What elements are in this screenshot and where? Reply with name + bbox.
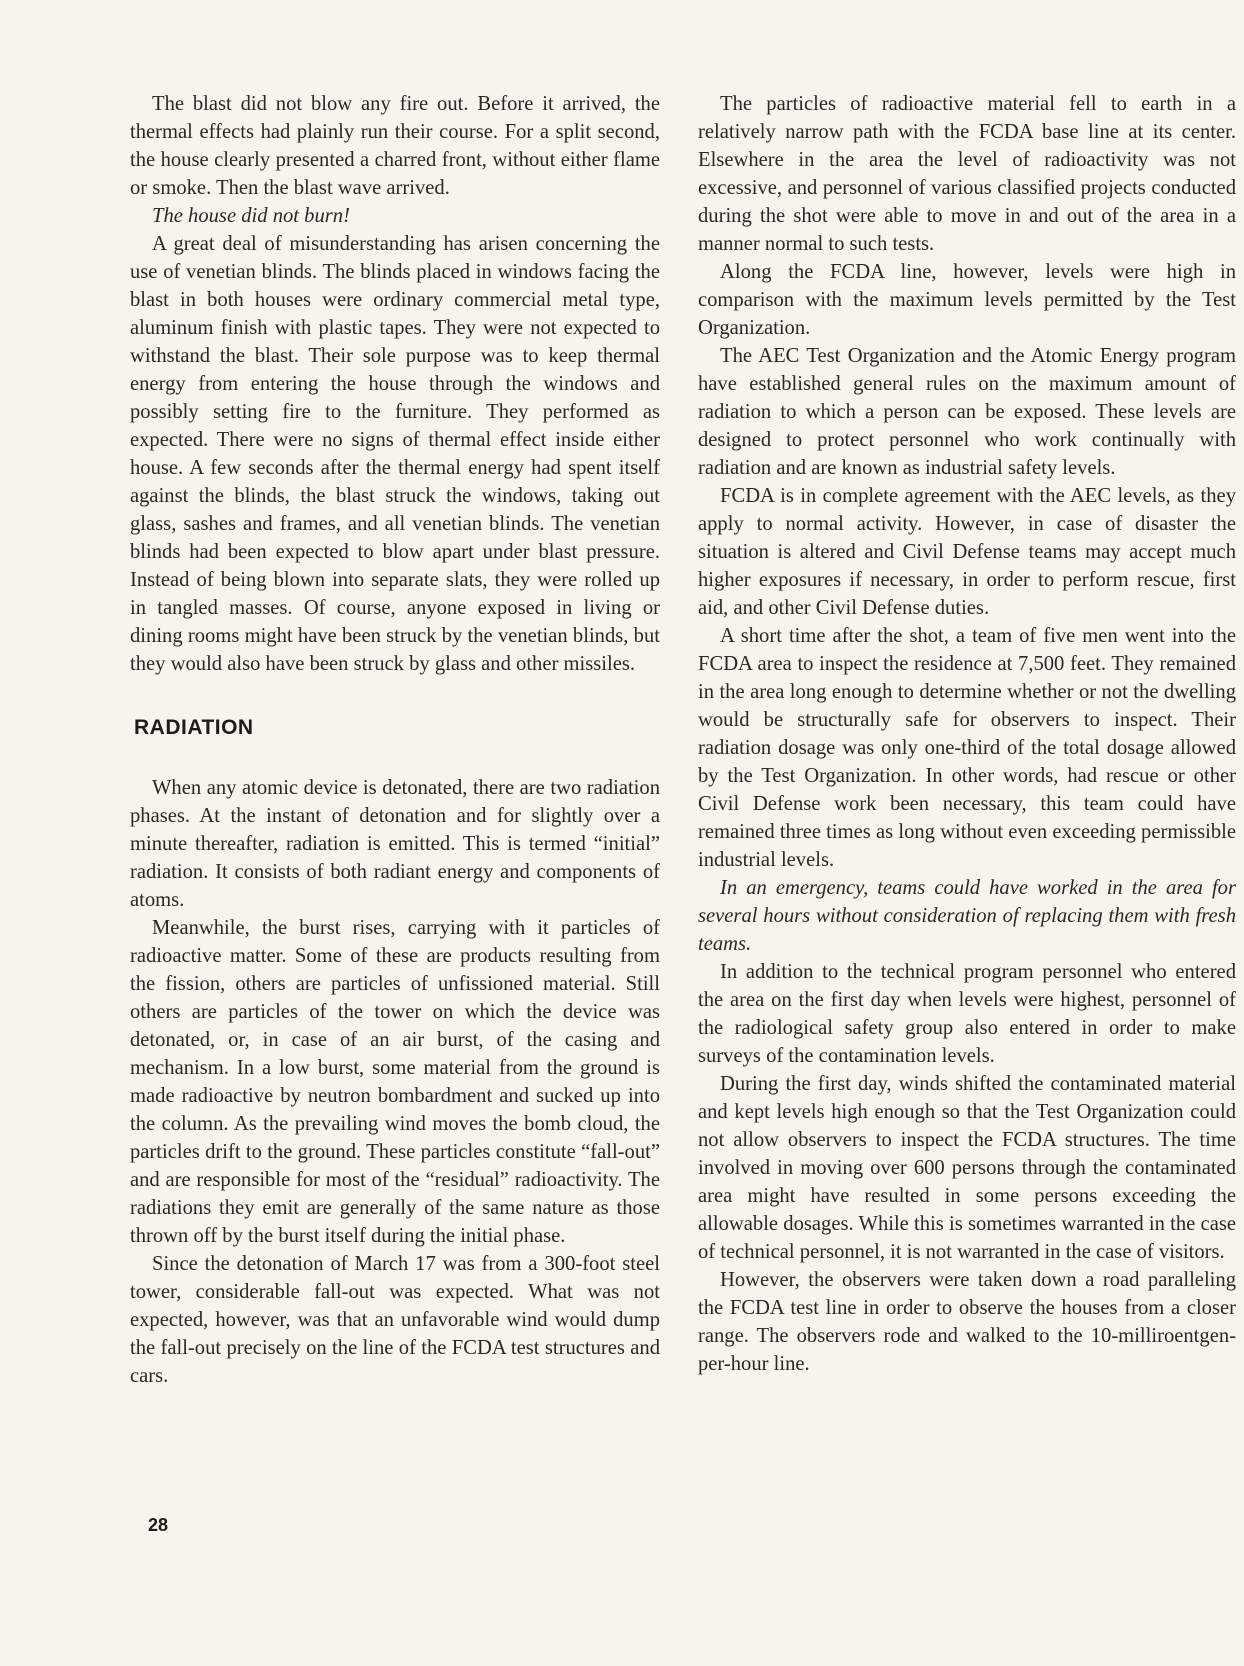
page-number: 28 [148, 1515, 169, 1535]
paragraph: A great deal of misunderstanding has arisen concerning the use of venetian blinds. The blinds placed in windows facing the blast in both houses were ordinary commercial metal type, aluminum finish with plastic tapes. They were not expected to withstand the blast. Their sole purpose was to keep thermal energy from entering the house through the windows and possibly setting fire to the furniture. They performed as expected. There were no signs of thermal effect inside either house. A few seconds after the thermal energy had spent itself against the blinds, the blast struck the windows, taking out glass, sashes and frames, and all venetian blinds. The venetian blinds had been expected to blow apart under blast pressure. Instead of being blown into separate slats, they were rolled up in tangled masses. Of course, anyone exposed in living or dining rooms might have been struck by the venetian blinds, but they would also have been struck by glass and other missiles. [130, 233, 660, 675]
right-column [698, 90, 1236, 1378]
italic-statement: The house did not burn! [152, 205, 350, 227]
paragraph: Since the detonation of March 17 was from a 300-foot steel tower, considerable fall-out was expected. What was not expected, however, was that an unfavorable wind would dump the fall-out precisely on the line of the FCDA test structures and cars. [130, 1253, 660, 1387]
paragraph: However, the observers were taken down a road paralleling the FCDA test line in order to observe the houses from a closer range. The observers rode and walked to the 10-milliroentgen-per-hour line. [698, 1269, 1236, 1375]
paragraph: The particles of radioactive material fell to earth in a relatively narrow path with the FCDA base line at its center. Elsewhere in the area the level of radioactivity was not excessive, and personnel of various classified projects conducted during the shot were able to move in and out of the area in a manner normal to such tests. [698, 93, 1236, 255]
paragraph: When any atomic device is detonated, there are two radiation phases. At the instant of detonation and for slightly over a minute thereafter, radiation is emitted. This is termed “initial” radiation. It consists of both radiant energy and components of atoms. [130, 777, 660, 911]
paragraph: In addition to the technical program personnel who entered the area on the first day when levels were highest, personnel of the radiological safety group also entered in order to make surveys of the contamination levels. [698, 961, 1236, 1067]
paragraph: Meanwhile, the burst rises, carrying with it particles of radioactive matter. Some of these are products resulting from the fission, others are particles of unfissioned material. Still others are particles of the tower on which the device was detonated, or, in case of an air burst, of the casing and mechanism. In a low burst, some material from the ground is made radioactive by neutron bombardment and sucked up into the column. As the prevailing wind moves the bomb cloud, the particles drift to the ground. These particles constitute “fall-out” and are responsible for most of the “residual” radioactivity. The radiations they emit are generally of the same nature as those thrown off by the burst itself during the initial phase. [130, 917, 660, 1247]
paragraph: The blast did not blow any fire out. Before it arrived, the thermal effects had plainly run their course. For a split second, the house clearly presented a charred front, without either flame or smoke. Then the blast wave arrived. [130, 93, 660, 199]
italic-statement: In an emergency, teams could have worked in the area for several hours without consideration of replacing them with fresh teams. [698, 877, 1236, 955]
paragraph: A short time after the shot, a team of five men went into the FCDA area to inspect the residence at 7,500 feet. They remained in the area long enough to determine whether or not the dwelling would be structurally safe for observers to inspect. Their radiation dosage was only one-third of the total dosage allowed by the Test Organization. In other words, had rescue or other Civil Defense work been necessary, this team could have remained three times as long without even exceeding permissible industrial levels. [698, 625, 1236, 871]
paragraph: The AEC Test Organization and the Atomic Energy program have established general rules on the maximum amount of radiation to which a person can be exposed. These levels are designed to protect personnel who work continually with radiation and are known as industrial safety levels. [698, 345, 1236, 479]
paragraph: During the first day, winds shifted the contaminated material and kept levels high enough so that the Test Organization could not allow observers to inspect the FCDA structures. The time involved in moving over 600 persons through the contaminated area might have resulted in some persons exceeding the allowable dosages. While this is sometimes warranted in the case of technical personnel, it is not warranted in the case of visitors. [698, 1073, 1236, 1263]
paragraph: Along the FCDA line, however, levels were high in comparison with the maximum levels permitted by the Test Organization. [698, 261, 1236, 339]
section-heading: RADIATION [134, 716, 254, 739]
left-column [130, 90, 660, 1390]
paragraph: FCDA is in complete agreement with the AEC levels, as they apply to normal activity. However, in case of disaster the situation is altered and Civil Defense teams may accept much higher exposures if necessary, in order to perform rescue, first aid, and other Civil Defense duties. [698, 485, 1236, 619]
